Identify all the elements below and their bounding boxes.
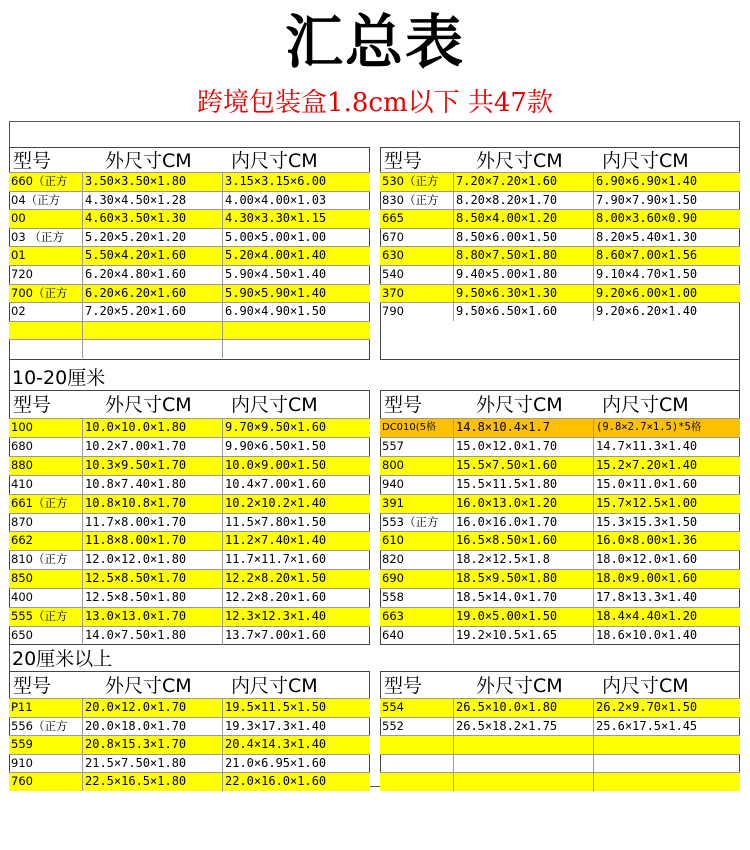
model-cell: 720 — [9, 266, 83, 284]
outer-size-cell: 8.50×6.00×1.50 — [454, 229, 594, 247]
inner-size-cell: 13.7×7.00×1.60 — [225, 627, 327, 642]
table-row — [380, 754, 740, 773]
model-cell: 850 — [9, 570, 83, 588]
outer-size-cell: 5.20×5.20×1.20 — [83, 229, 223, 247]
model-cell: 400 — [9, 589, 83, 607]
model-cell: P11 — [9, 699, 83, 717]
table-row — [9, 321, 370, 340]
model-cell: 665 — [380, 210, 454, 228]
table-row — [380, 588, 740, 607]
model-cell: 830（正方 — [380, 192, 454, 210]
outer-size-cell: 19.0×5.00×1.50 — [454, 608, 594, 626]
model-cell: 910 — [9, 755, 83, 773]
table-row — [380, 284, 740, 303]
outer-size-cell: 20.0×12.0×1.70 — [83, 699, 223, 717]
table-row — [380, 265, 740, 284]
model-cell: 557 — [380, 438, 454, 456]
table-row — [9, 531, 370, 550]
outer-size-cell: 18.2×12.5×1.8 — [454, 551, 594, 569]
table-row — [380, 246, 740, 265]
model-cell: 700（正方 — [9, 285, 83, 303]
outer-size-cell: 9.50×6.50×1.60 — [454, 303, 594, 321]
model-cell: 540 — [380, 266, 454, 284]
outer-size-cell — [83, 322, 223, 340]
model-cell: 552 — [380, 718, 454, 736]
inner-size-cell: 5.90×4.50×1.40 — [225, 267, 327, 281]
model-cell: 02 — [9, 303, 83, 321]
inner-size-cell: 8.60×7.00×1.56 — [596, 248, 698, 263]
outer-size-cell: 12.5×8.50×1.70 — [83, 570, 223, 588]
model-cell: 680 — [9, 438, 83, 456]
inner-size-cell: 18.0×12.0×1.60 — [596, 552, 698, 567]
outer-size-cell: 16.0×16.0×1.70 — [454, 514, 594, 532]
table-row — [380, 475, 740, 494]
table-row — [9, 569, 370, 588]
outer-size-cell: 12.5×8.50×1.80 — [83, 589, 223, 607]
outer-size-cell: 12.0×12.0×1.80 — [83, 551, 223, 569]
table-row — [9, 772, 370, 791]
inner-size-cell — [223, 322, 370, 340]
table-row — [380, 228, 740, 247]
outer-size-cell: 19.2×10.5×1.65 — [454, 627, 594, 645]
column-header-model: 型号 — [384, 675, 423, 697]
inner-size-cell: 10.4×7.00×1.60 — [225, 476, 327, 491]
column-header-model: 型号 — [384, 394, 423, 416]
inner-size-cell: 6.90×6.90×1.40 — [596, 174, 698, 188]
outer-size-cell: 8.20×8.20×1.70 — [454, 192, 594, 210]
column-header-inner: 内尺寸CM — [602, 675, 689, 697]
table-row — [9, 475, 370, 494]
outer-size-cell: 26.5×10.0×1.80 — [454, 699, 594, 717]
model-cell: 940 — [380, 476, 454, 494]
model-cell: 03 （正方 — [9, 229, 83, 247]
outer-size-cell: 8.50×4.00×1.20 — [454, 210, 594, 228]
inner-size-cell: 7.90×7.90×1.50 — [596, 192, 698, 207]
outer-size-cell: 4.60×3.50×1.30 — [83, 210, 223, 228]
inner-size-cell: 14.7×11.3×1.40 — [596, 438, 698, 453]
table-row — [9, 172, 370, 191]
outer-size-cell: 6.20×4.80×1.60 — [83, 266, 223, 284]
column-header-inner: 内尺寸CM — [231, 150, 318, 172]
inner-size-cell: 5.00×5.00×1.00 — [225, 229, 327, 244]
table-row — [380, 626, 740, 645]
column-header-outer: 外尺寸CM — [476, 150, 563, 172]
table-row — [9, 550, 370, 569]
inner-size-cell: 5.90×5.90×1.40 — [225, 285, 327, 300]
outer-size-cell — [454, 773, 594, 791]
inner-size-cell: 3.15×3.15×6.00 — [225, 174, 327, 188]
inner-size-cell: 9.70×9.50×1.60 — [225, 420, 327, 434]
inner-size-cell: 12.2×8.20×1.50 — [225, 571, 327, 586]
table-row — [9, 265, 370, 284]
model-cell: 410 — [9, 476, 83, 494]
model-cell: 661（正方 — [9, 495, 83, 513]
table-row — [9, 513, 370, 532]
outer-size-cell: 7.20×5.20×1.60 — [83, 303, 223, 321]
table-row — [380, 456, 740, 475]
outer-size-cell: 18.5×14.0×1.70 — [454, 589, 594, 607]
inner-size-cell: 10.2×10.2×1.40 — [225, 495, 327, 510]
model-cell: 370 — [380, 285, 454, 303]
outer-size-cell: 14.0×7.50×1.80 — [83, 627, 223, 645]
inner-size-cell: 11.5×7.80×1.50 — [225, 514, 327, 529]
model-cell — [9, 322, 83, 340]
table-row — [380, 513, 740, 532]
outer-size-cell: 10.8×7.40×1.80 — [83, 476, 223, 494]
outer-size-cell: 11.8×8.00×1.70 — [83, 532, 223, 550]
outer-size-cell: 6.20×6.20×1.60 — [83, 285, 223, 303]
table-row — [9, 717, 370, 736]
model-cell: 630 — [380, 247, 454, 265]
outer-size-cell — [454, 736, 594, 754]
inner-size-cell: 11.2×7.40×1.40 — [225, 533, 327, 548]
column-header-inner: 内尺寸CM — [602, 150, 689, 172]
outer-size-cell: 5.50×4.20×1.60 — [83, 247, 223, 265]
table-row — [380, 531, 740, 550]
table-row — [9, 284, 370, 303]
model-cell: 559 — [9, 736, 83, 754]
inner-size-cell: 12.3×12.3×1.40 — [225, 609, 327, 623]
inner-size-cell — [594, 773, 740, 791]
inner-size-cell: 22.0×16.0×1.60 — [225, 774, 327, 788]
inner-size-cell: 15.0×11.0×1.60 — [596, 476, 698, 491]
model-cell — [9, 340, 83, 358]
outer-size-cell: 10.8×10.8×1.70 — [83, 495, 223, 513]
inner-size-cell: 15.3×15.3×1.50 — [596, 514, 698, 529]
table-row — [380, 209, 740, 228]
model-cell: 00 — [9, 210, 83, 228]
inner-size-cell: 5.20×4.00×1.40 — [225, 248, 327, 263]
column-header-outer: 外尺寸CM — [105, 150, 192, 172]
model-cell: 530（正方 — [380, 173, 454, 191]
table-row — [9, 698, 370, 717]
model-cell: 100 — [9, 419, 83, 437]
inner-size-cell: 16.0×8.00×1.36 — [596, 533, 698, 548]
outer-size-cell: 9.50×6.30×1.30 — [454, 285, 594, 303]
outer-size-cell: 20.8×15.3×1.70 — [83, 736, 223, 754]
inner-size-cell: 18.6×10.0×1.40 — [596, 627, 698, 642]
outer-size-cell: 11.7×8.00×1.70 — [83, 514, 223, 532]
model-cell: 660（正方 — [9, 173, 83, 191]
inner-size-cell: 10.0×9.00×1.50 — [225, 457, 327, 472]
column-header-model: 型号 — [384, 150, 423, 172]
inner-size-cell: 4.00×4.00×1.03 — [225, 192, 327, 207]
inner-size-cell: 9.20×6.00×1.00 — [596, 285, 698, 300]
outer-size-cell — [454, 755, 594, 773]
model-cell: 810（正方 — [9, 551, 83, 569]
inner-size-cell: 6.90×4.90×1.50 — [225, 304, 327, 319]
column-header-inner: 内尺寸CM — [231, 394, 318, 416]
inner-size-cell: 9.10×4.70×1.50 — [596, 267, 698, 281]
column-header-inner: 内尺寸CM — [231, 675, 318, 697]
outer-size-cell: 15.5×7.50×1.60 — [454, 457, 594, 475]
model-cell — [380, 773, 454, 791]
table-row — [380, 569, 740, 588]
table-row — [9, 437, 370, 456]
model-cell: 800 — [380, 457, 454, 475]
outer-size-cell: 16.5×8.50×1.60 — [454, 532, 594, 550]
outer-size-cell: 21.5×7.50×1.80 — [83, 755, 223, 773]
table-row — [9, 191, 370, 210]
inner-size-cell: 18.0×9.00×1.60 — [596, 571, 698, 586]
model-cell: 558 — [380, 589, 454, 607]
table-row — [380, 191, 740, 210]
model-cell: 663 — [380, 608, 454, 626]
table-row — [380, 607, 740, 626]
inner-size-cell: 19.3×17.3×1.40 — [225, 718, 327, 733]
inner-size-cell: 17.8×13.3×1.40 — [596, 590, 698, 605]
column-header-model: 型号 — [13, 394, 52, 416]
inner-size-cell: 20.4×14.3×1.40 — [225, 737, 327, 751]
model-cell: 556（正方 — [9, 718, 83, 736]
inner-size-cell: 8.20×5.40×1.30 — [596, 229, 698, 244]
inner-size-cell: (9.8×2.7×1.5)*5格 — [596, 421, 702, 433]
table-row — [9, 418, 370, 437]
model-cell: 554 — [380, 699, 454, 717]
outer-size-cell: 18.5×9.50×1.80 — [454, 570, 594, 588]
outer-size-cell: 7.20×7.20×1.60 — [454, 173, 594, 191]
outer-size-cell: 9.40×5.00×1.80 — [454, 266, 594, 284]
model-cell: 391 — [380, 495, 454, 513]
outer-size-cell: 10.3×9.50×1.70 — [83, 457, 223, 475]
column-header-model: 型号 — [13, 675, 52, 697]
column-header-outer: 外尺寸CM — [476, 675, 563, 697]
outer-size-cell: 3.50×3.50×1.80 — [83, 173, 223, 191]
table-row — [9, 209, 370, 228]
outer-size-cell: 22.5×16.5×1.80 — [83, 773, 223, 791]
inner-size-cell — [594, 755, 740, 773]
section-large-label: 20厘米以上 — [12, 648, 113, 670]
column-header-outer: 外尺寸CM — [105, 394, 192, 416]
outer-size-cell: 10.2×7.00×1.70 — [83, 438, 223, 456]
page-title: 汇总表 — [284, 8, 465, 76]
outer-size-cell: 26.5×18.2×1.75 — [454, 718, 594, 736]
column-header-inner: 内尺寸CM — [602, 394, 689, 416]
inner-size-cell: 18.4×4.40×1.20 — [596, 609, 698, 623]
table-row — [9, 754, 370, 773]
model-cell: 555（正方 — [9, 608, 83, 626]
inner-size-cell: 9.90×6.50×1.50 — [225, 438, 327, 453]
model-cell: DC010(5格 — [380, 419, 454, 437]
table-row — [9, 246, 370, 265]
model-cell — [380, 755, 454, 773]
model-cell: 820 — [380, 551, 454, 569]
outer-size-cell: 8.80×7.50×1.80 — [454, 247, 594, 265]
table-row — [9, 735, 370, 754]
model-cell: 690 — [380, 570, 454, 588]
inner-size-cell: 8.00×3.60×0.90 — [596, 211, 698, 226]
model-cell: 760 — [9, 773, 83, 791]
model-cell: 880 — [9, 457, 83, 475]
outer-size-cell — [83, 340, 223, 358]
table-row — [380, 550, 740, 569]
table-row — [9, 456, 370, 475]
table-row — [380, 735, 740, 754]
inner-size-cell: 9.20×6.20×1.40 — [596, 304, 698, 319]
model-cell: 650 — [9, 627, 83, 645]
outer-size-cell: 15.0×12.0×1.70 — [454, 438, 594, 456]
model-cell: 670 — [380, 229, 454, 247]
inner-size-cell: 4.30×3.30×1.15 — [225, 211, 327, 226]
column-header-outer: 外尺寸CM — [476, 394, 563, 416]
table-row — [9, 607, 370, 626]
inner-size-cell: 11.7×11.7×1.60 — [225, 552, 327, 567]
model-cell: 553（正方 — [380, 514, 454, 532]
table-row — [380, 418, 740, 437]
column-header-outer: 外尺寸CM — [105, 675, 192, 697]
table-row — [9, 494, 370, 513]
table-row — [380, 302, 740, 321]
outer-size-cell: 16.0×13.0×1.20 — [454, 495, 594, 513]
inner-size-cell: 25.6×17.5×1.45 — [596, 718, 698, 733]
inner-size-cell — [594, 736, 740, 754]
model-cell: 01 — [9, 247, 83, 265]
outer-size-cell: 10.0×10.0×1.80 — [83, 419, 223, 437]
inner-size-cell: 15.2×7.20×1.40 — [596, 457, 698, 472]
inner-size-cell — [223, 340, 370, 358]
model-cell: 610 — [380, 532, 454, 550]
column-header-model: 型号 — [13, 150, 52, 172]
model-cell: 640 — [380, 627, 454, 645]
inner-size-cell: 15.7×12.5×1.00 — [596, 495, 698, 510]
table-row — [380, 494, 740, 513]
table-row — [9, 228, 370, 247]
model-cell: 870 — [9, 514, 83, 532]
outer-size-cell: 13.0×13.0×1.70 — [83, 608, 223, 626]
outer-size-cell: 4.30×4.50×1.28 — [83, 192, 223, 210]
table-row — [9, 626, 370, 645]
table-row — [380, 698, 740, 717]
inner-size-cell: 19.5×11.5×1.50 — [225, 700, 327, 714]
section-mid-label: 10-20厘米 — [12, 367, 106, 389]
model-cell: 662 — [9, 532, 83, 550]
outer-size-cell: 20.0×18.0×1.70 — [83, 718, 223, 736]
outer-size-cell: 15.5×11.5×1.80 — [454, 476, 594, 494]
inner-size-cell: 12.2×8.20×1.60 — [225, 590, 327, 605]
table-row — [380, 172, 740, 191]
page-subtitle: 跨境包装盒1.8cm以下 共47款 — [197, 88, 553, 118]
table-row — [380, 437, 740, 456]
table-row — [9, 339, 370, 358]
outer-size-cell: 14.8×10.4×1.7 — [454, 419, 594, 437]
table-row — [9, 302, 370, 321]
table-row — [380, 772, 740, 791]
inner-size-cell: 26.2×9.70×1.50 — [596, 700, 698, 714]
model-cell — [380, 736, 454, 754]
model-cell: 790 — [380, 303, 454, 321]
model-cell: 04（正方 — [9, 192, 83, 210]
inner-size-cell: 21.0×6.95×1.60 — [225, 755, 327, 770]
table-row — [9, 588, 370, 607]
table-row — [380, 717, 740, 736]
